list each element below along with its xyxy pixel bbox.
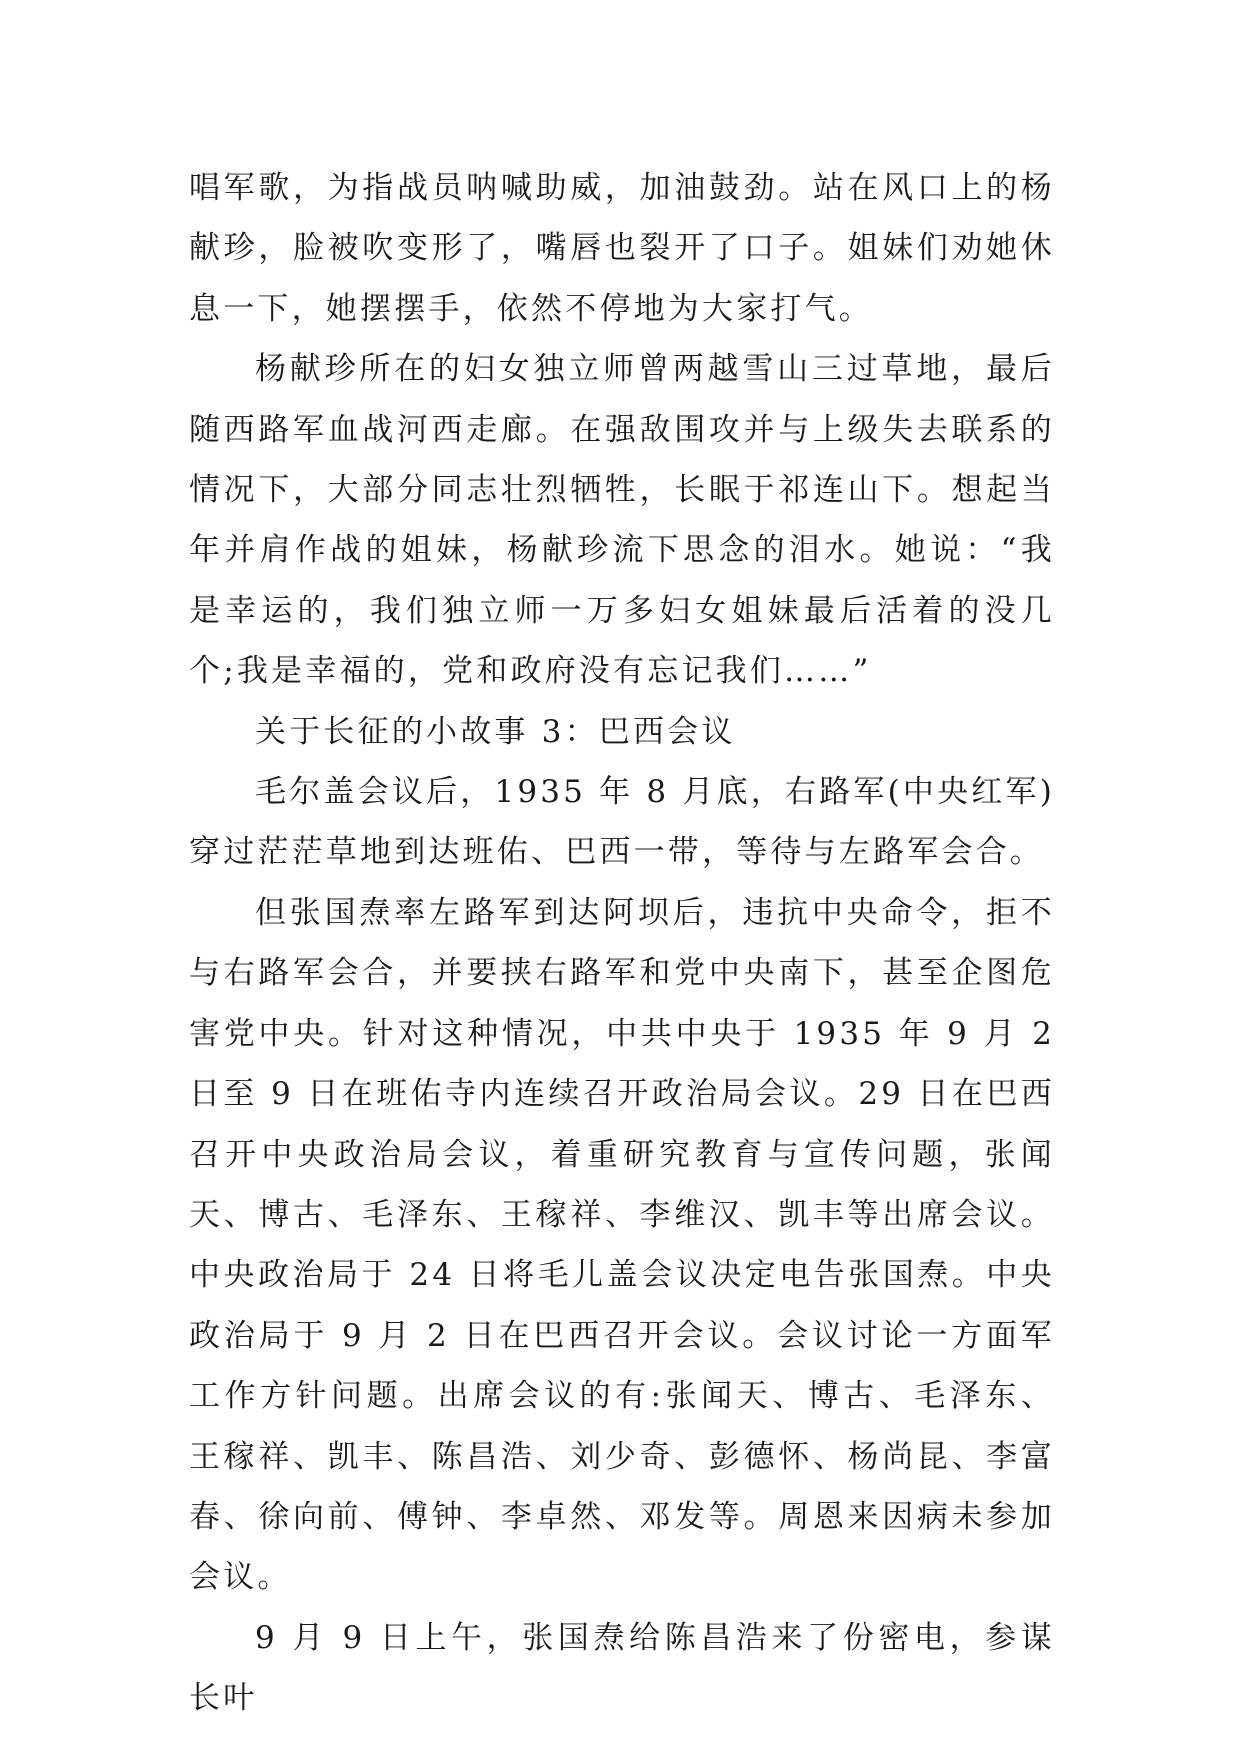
paragraph-zhang-guotao: 但张国焘率左路军到达阿坝后，违抗中央命令，拒不与右路军会合，并要挟右路军和党中央南下，甚至企图危害党中央。针对这种情况，中共中央于 1935 年 9 月 2 日至 9 日在班佑寺内连续召开政治局会议。29 日在巴西召开中央政治局会议，着重研究教育与宣传问题，张闻天、博古、毛泽东、王稼祥、李维汉、凯丰等出席会议。中央政治局于 24 日将毛儿盖会议决定电告张国焘。中央政治局于 9 月 2 日在巴西召开会议。会议讨论一方面军工作方针问题。出席会议的有:张闻天、博古、毛泽东、王稼祥、凯丰、陈昌浩、刘少奇、彭德怀、杨尚昆、李富春、徐向前、傅钟、李卓然、邓发等。周恩来因病未参加会议。 [189,894,1055,1596]
document-body [189,158,1055,1729]
section-heading-baxi-meeting: 关于长征的小故事 3：巴西会议 [255,713,736,750]
paragraph-independent-division: 杨献珍所在的妇女独立师曾两越雪山三过草地，最后随西路军血战河西走廊。在强敌围攻并与上级失去联系的情况下，大部分同志壮烈牺牲，长眠于祁连山下。想起当年并肩作战的姐妹，杨献珍流下思念的泪水。她说：“我是幸运的，我们独立师一万多妇女姐妹最后活着的没几个;我是幸福的，党和政府没有忘记我们……” [189,351,1055,690]
paragraph-september-ninth: 9 月 9 日上午，张国焘给陈昌浩来了份密电，参谋长叶 [189,1619,1055,1717]
paragraph-continuation: 唱军歌，为指战员呐喊助威，加油鼓劲。站在风口上的杨献珍，脸被吹变形了，嘴唇也裂开了口子。姐妹们劝她休息一下，她摆摆手，依然不停地为大家打气。 [189,170,1055,327]
paragraph-maoergai-meeting: 毛尔盖会议后，1935 年 8 月底，右路军(中央红军)穿过茫茫草地到达班佑、巴西一带，等待与左路军会合。 [189,774,1055,871]
